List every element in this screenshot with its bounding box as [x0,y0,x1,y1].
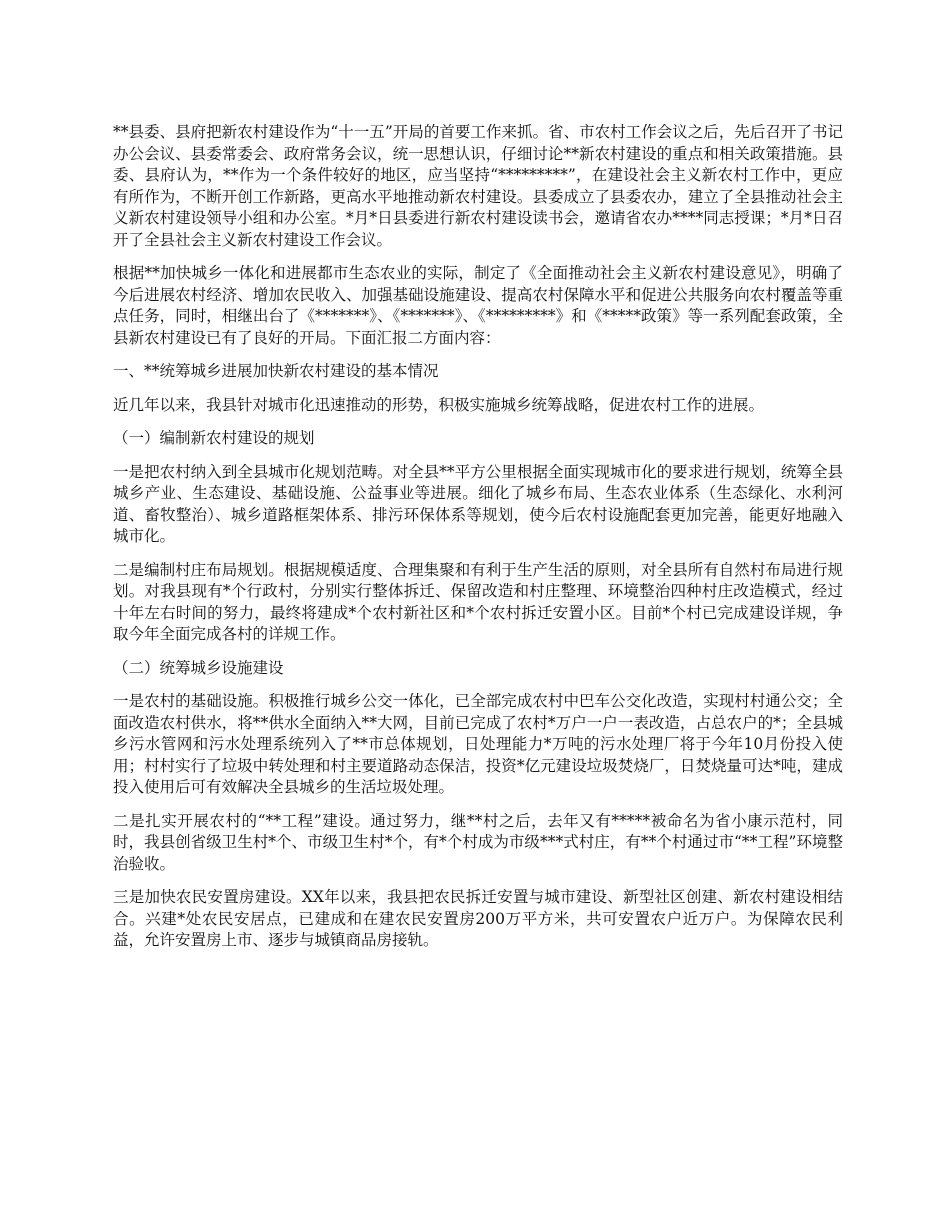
paragraph-infrastructure: 一是农村的基础设施。积极推行城乡公交一体化，已全部完成农村中巴车公交化改造，实现村村通公交；全面改造农村供水，将**供水全面纳入**大网，目前已完成了农村*万户一户一表改造，占总农户的*；全县城乡污水管网和污水处理系统列入了**市总体规划，日处理能力*万吨的污水处理厂将于今年10月份投入使用；村村实行了垃圾中转处理和村主要道路动态保洁，投资*亿元建设垃圾焚烧厂，日焚烧量可达*吨，建成投入使用后可有效解决全县城乡的生活垃圾处理。 [113,692,843,796]
section-heading-1: 一、**统筹城乡进展加快新农村建设的基本情况 [113,362,439,380]
paragraph-policy: 根据**加快城乡一体化和进展都市生态农业的实际，制定了《全面推动社会主义新农村建设意见》，明确了今后进展农村经济、增加农民收入、加强基础设施建设、提高农村保障水平和促进公共服务向农村覆盖等重点任务，同时，相继出台了《*******》、《*******》、《*********》和《*****政策》等一系列配套政策，全县新农村建设已有了良好的开局。下面汇报二方面内容： [113,264,843,347]
document-body [113,122,843,964]
paragraph-village-layout: 二是编制村庄布局规划。根据规模适度、合理集聚和有利于生产生活的原则，对全县所有自然村布局进行规划。对我县现有*个行政村，分别实行整体拆迁、保留改造和村庄整理、环境整治四种村庄改造模式，经过十年左右时间的努力，最终将建成*个农村新社区和*个农村拆迁安置小区。目前*个村已完成建设详规，争取今年全面完成各村的详规工作。 [113,560,843,643]
paragraph-intro: **县委、县府把新农村建设作为“十一五”开局的首要工作来抓。省、市农村工作会议之后，先后召开了书记办公会议、县委常委会、政府常务会议，统一思想认识，仔细讨论**新农村建设的重点和相关政策措施。县委、县府认为，**作为一个条件较好的地区，应当坚持“*********”，在建设社会主义新农村工作中，更应有所作为，不断开创工作新路，更高水平地推动新农村建设。县委成立了县委农办，建立了全县推动社会主义新农村建设领导小组和办公室。*月*日县委进行新农村建设读书会，邀请省农办****同志授课；*月*日召开了全县社会主义新农村建设工作会议。 [113,123,843,249]
subsection-heading-1: （一）编制新农村建设的规划 [113,429,315,447]
paragraph-overview: 近几年以来，我县针对城市化迅速推动的形势，积极实施城乡统筹战略，促进农村工作的进展。 [113,395,765,414]
subsection-heading-2: （二）统筹城乡设施建设 [113,658,284,677]
paragraph-urban-planning: 一是把农村纳入到全县城市化规划范畴。对全县**平方公里根据全面实现城市化的要求进行规划，统筹全县城乡产业、生态建设、基础设施、公益事业等进展。细化了城乡布局、生态农业体系（生态绿化、水利河道、畜牧整治）、城乡道路框架体系、排污环保体系等规划，使今后农村设施配套更加完善，能更好地融入城市化。 [113,462,843,545]
paragraph-project: 二是扎实开展农村的“**工程”建设。通过努力，继**村之后，去年又有*****被命名为省小康示范村，同时，我县创省级卫生村*个、市级卫生村*个，有*个村成为市级***式村庄，有**个村通过市“**工程”环境整治验收。 [113,811,843,873]
paragraph-housing: 三是加快农民安置房建设。XX年以来，我县把农民拆迁安置与城市建设、新型社区创建、新农村建设相结合。兴建*处农民安居点，已建成和在建农民安置房200万平方米，共可安置农户近万户。为保障农民利益，允许安置房上市、逐步与城镇商品房接轨。 [113,888,843,949]
